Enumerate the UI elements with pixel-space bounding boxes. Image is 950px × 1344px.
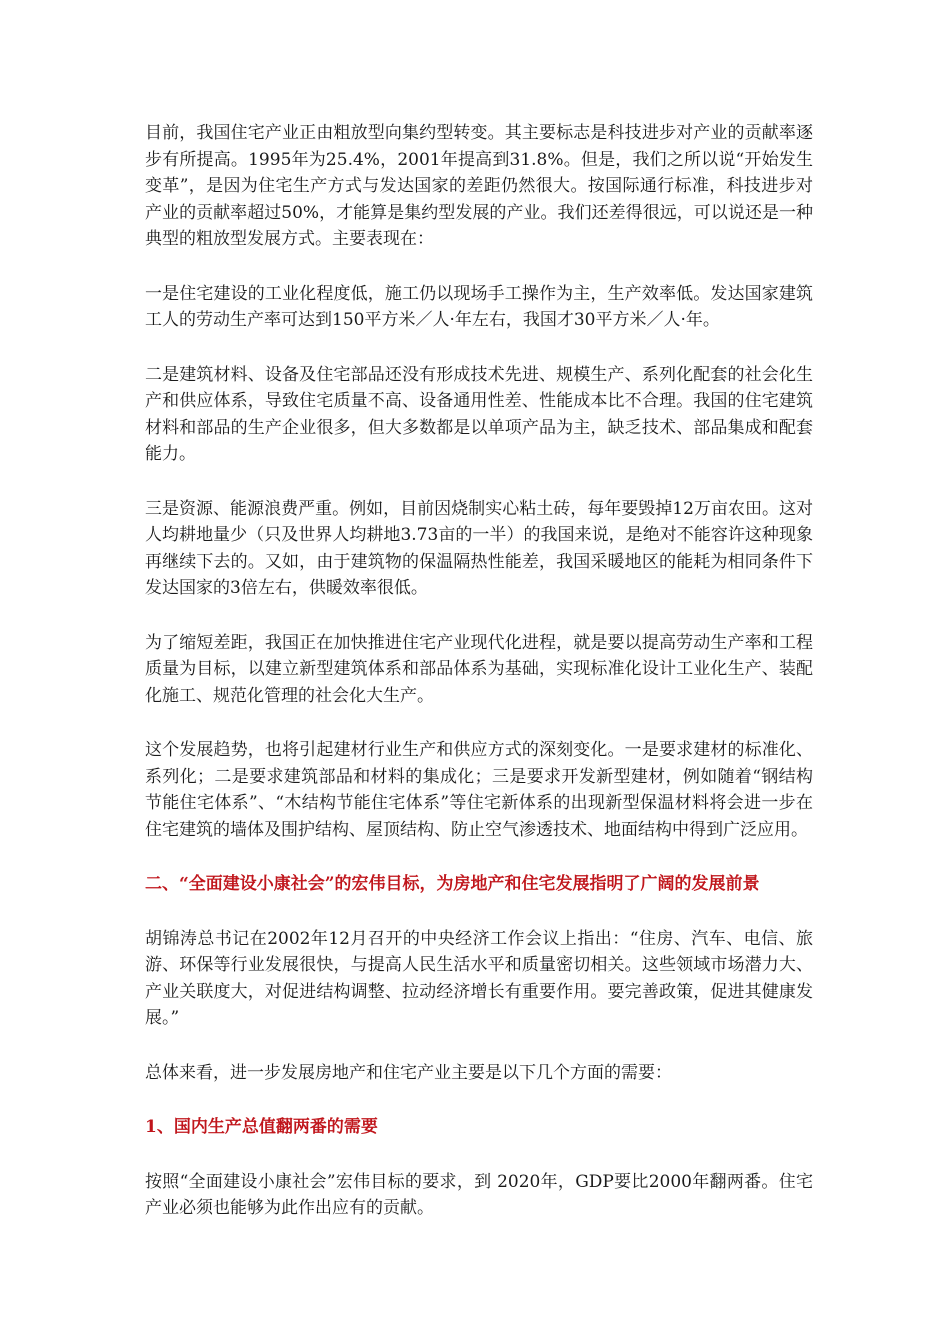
section-heading-xiaokang: 二、“全面建设小康社会”的宏伟目标，为房地产和住宅发展指明了广阔的发展前景: [145, 874, 760, 894]
paragraph-point-one: 一是住宅建设的工业化程度低，施工仍以现场手工操作为主，生产效率低。发达国家建筑工人的劳动生产率可达到150平方米／人·年左右，我国才30平方米／人·年。: [145, 283, 813, 330]
paragraph-point-three: 三是资源、能源浪费严重。例如，目前因烧制实心粘土砖，每年要毁掉12万亩农田。这对人均耕地量少（只及世界人均耕地3.73亩的一半）的我国来说，是绝对不能容许这种现象再继续下去的。又如，由于建筑物的保温隔热性能差，我国采暖地区的能耗为相同条件下发达国家的3倍左右，供暖效率很低。: [145, 498, 813, 598]
paragraph-intro: 目前，我国住宅产业正由粗放型向集约型转变。其主要标志是科技进步对产业的贡献率逐步有所提高。1995年为25.4%，2001年提高到31.8%。但是，我们之所以说“开始发生变革”，是因为住宅生产方式与发达国家的差距仍然很大。按国际通行标准，科技进步对产业的贡献率超过50%，才能算是集约型发展的产业。我们还差得很远，可以说还是一种典型的粗放型发展方式。主要表现在：: [145, 123, 813, 249]
paragraph-point-two: 二是建筑材料、设备及住宅部品还没有形成技术先进、规模生产、系列化配套的社会化生产和供应体系，导致住宅质量不高、设备通用性差、性能成本比不合理。我国的住宅建筑材料和部品的生产企业很多，但大多数都是以单项产品为主，缺乏技术、部品集成和配套能力。: [145, 364, 813, 464]
paragraph-gdp: 按照“全面建设小康社会”宏伟目标的要求，到 2020年，GDP要比2000年翻两番。住宅产业必须也能够为此作出应有的贡献。: [145, 1171, 813, 1218]
paragraph-modernization: 为了缩短差距，我国正在加快推进住宅产业现代化进程，就是要以提高劳动生产率和工程质量为目标，以建立新型建筑体系和部品体系为基础，实现标准化设计工业化生产、装配化施工、规范化管理的社会化大生产。: [145, 632, 813, 706]
paragraph-quote: 胡锦涛总书记在2002年12月召开的中央经济工作会议上指出：“住房、汽车、电信、旅游、环保等行业发展很快，与提高人民生活水平和质量密切相关。这些领域市场潜力大、产业关联度大，对促进结构调整、拉动经济增长有重要作用。要完善政策，促进其健康发展。”: [145, 928, 813, 1028]
paragraph-trend: 这个发展趋势，也将引起建材行业生产和供应方式的深刻变化。一是要求建材的标准化、系列化；二是要求建筑部品和材料的集成化；三是要求开发新型建材，例如随着“钢结构节能住宅体系”、“木结构节能住宅体系”等住宅新体系的出现新型保温材料将会进一步在住宅建筑的墙体及围护结构、屋顶结构、防止空气渗透技术、地面结构中得到广泛应用。: [145, 740, 813, 840]
paragraph-overview: 总体来看，进一步发展房地产和住宅产业主要是以下几个方面的需要：: [145, 1062, 672, 1083]
document-body: [145, 120, 813, 1250]
subheading-gdp: 1、国内生产总值翻两番的需要: [145, 1117, 378, 1137]
